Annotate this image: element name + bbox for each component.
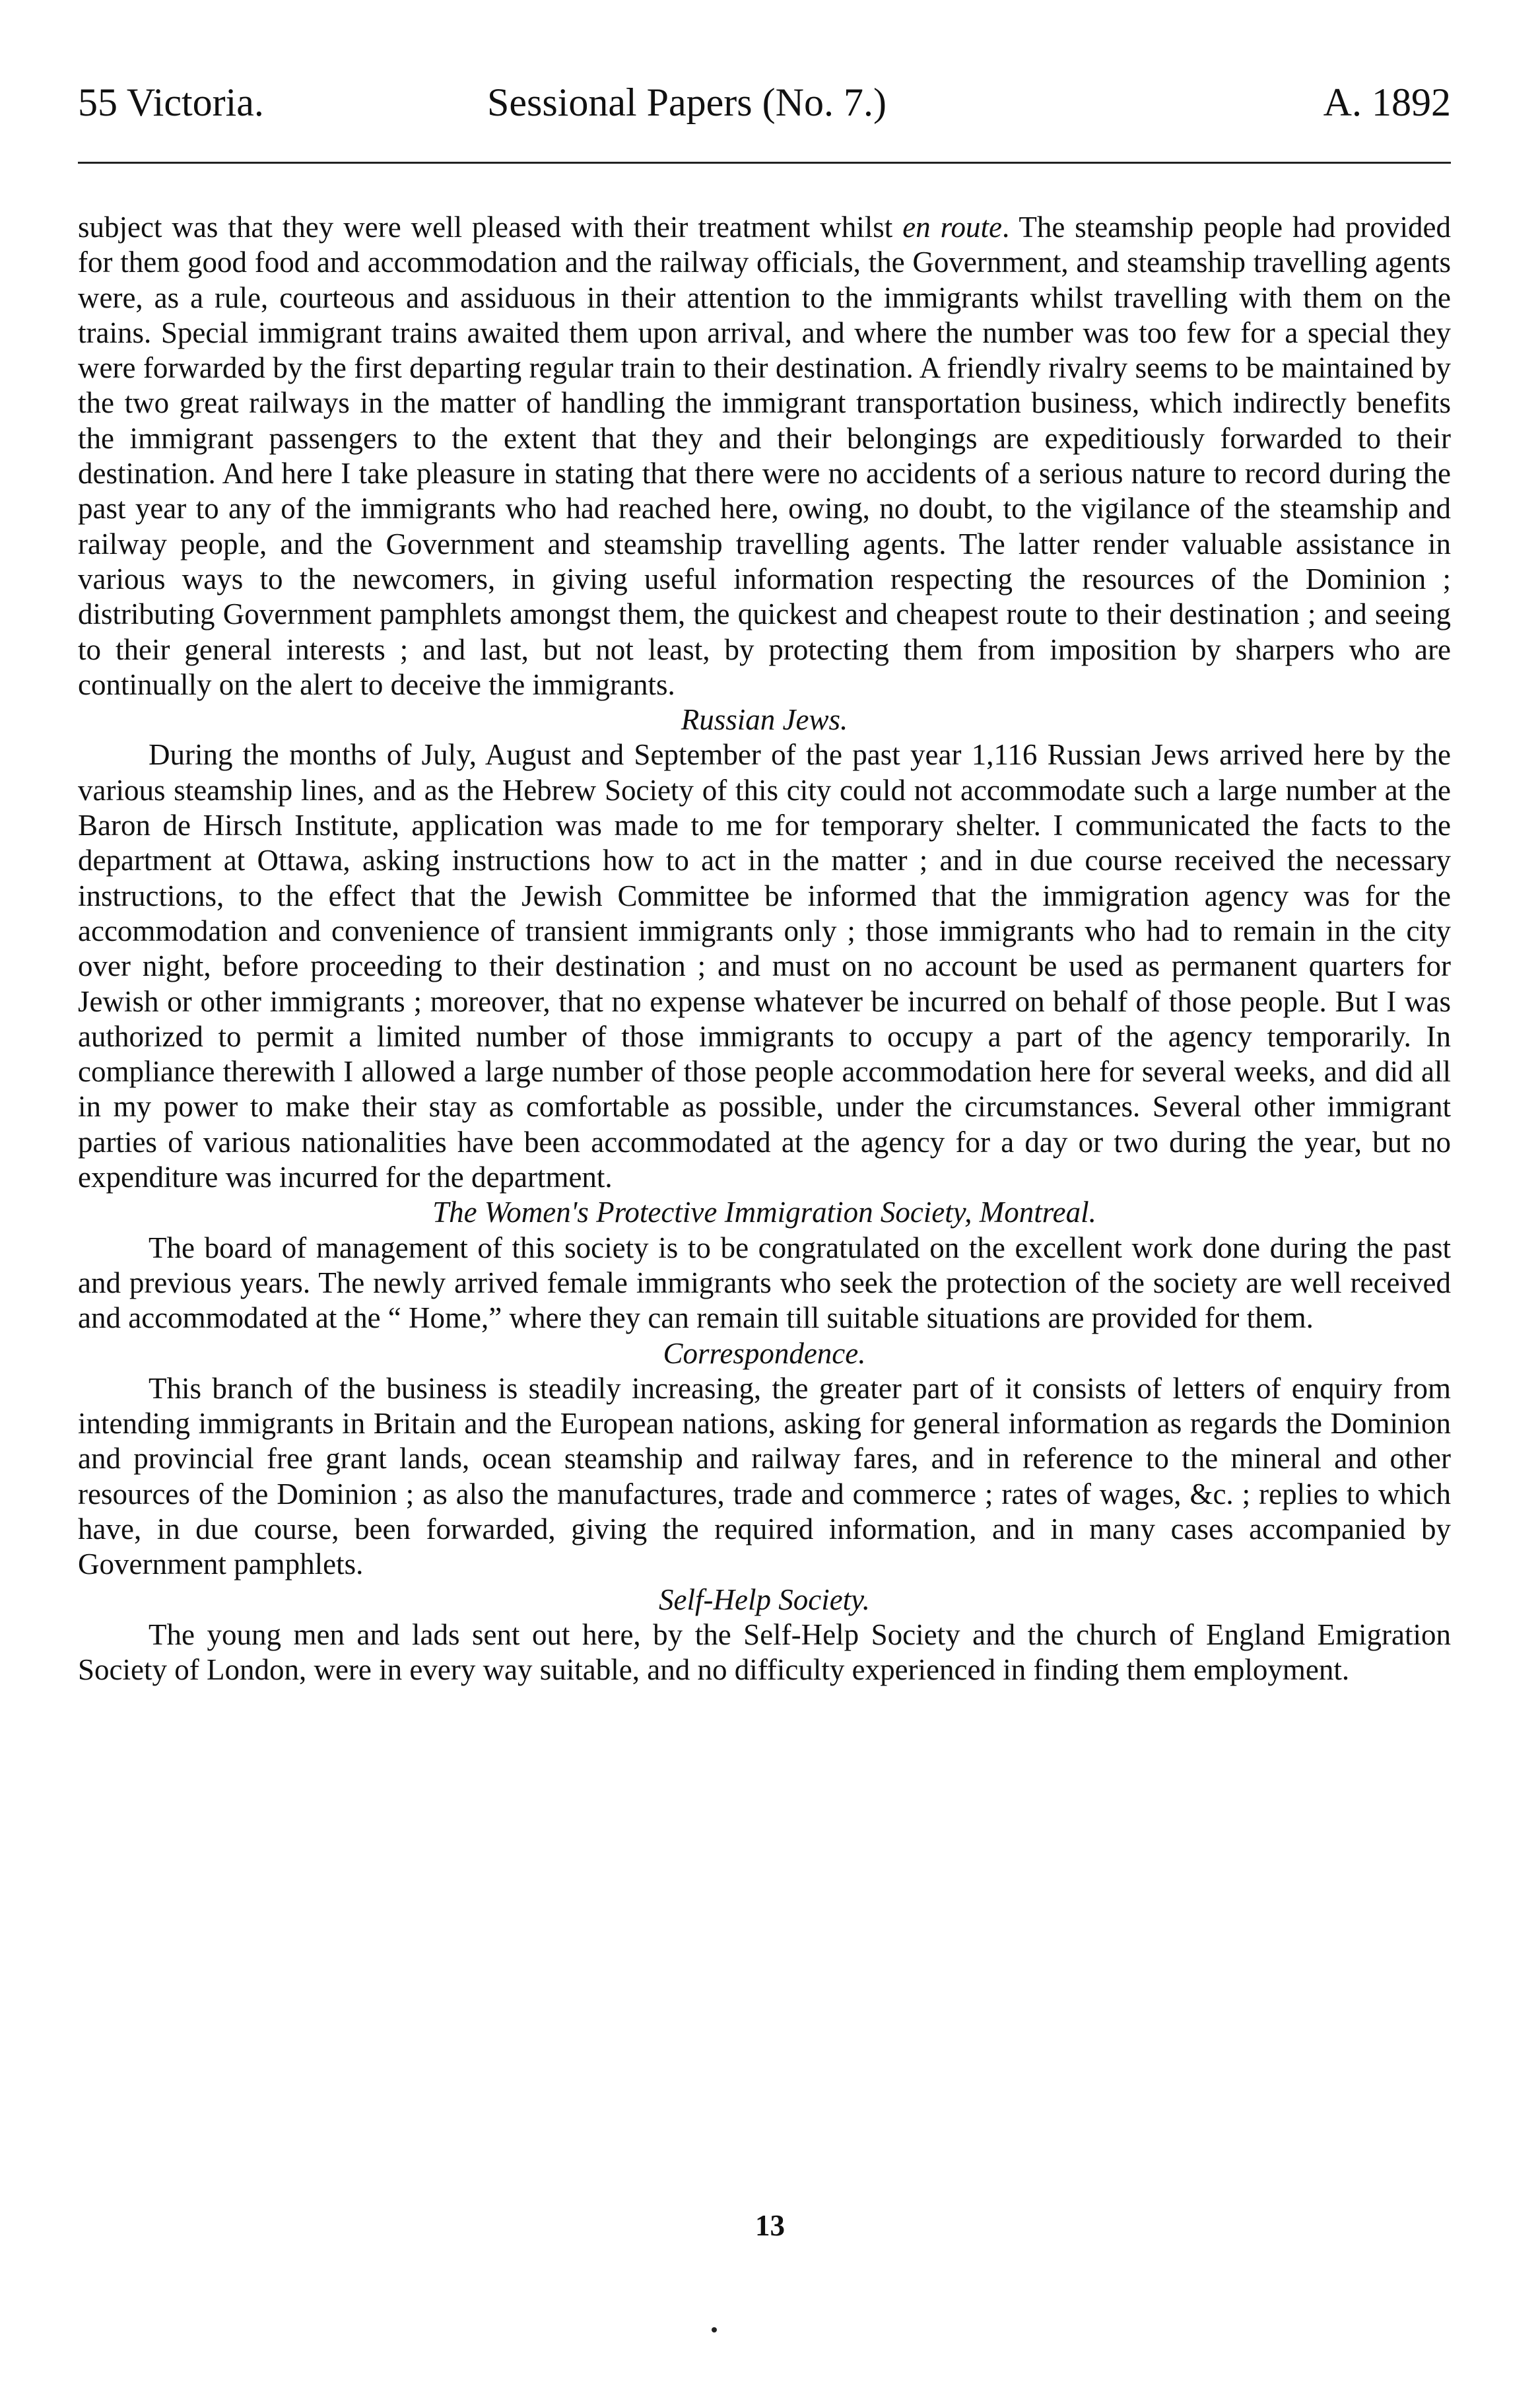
paragraph-immigrant-treatment: subject was that they were well pleased with their treatment whilst en route. The steamship people had provided for them good food and accommodation and the railway officials, the Government, and steamship travelling agents were, as a rule, courteous and assiduous in their attention to the immigrants whilst travelling with them on the trains. Special immigrant trains awaited them upon arrival, and where the number was too few for a special they were forwarded by the first departing regular train to their destination. A friendly rivalry seems to be maintained by the two great railways in the matter of handling the immigrant transportation business, which indirectly benefits the immigrant passengers to the extent that they and their belongings are expeditiously forwarded to their destination. And here I take pleasure in stating that there were no accidents of a serious nature to record during the past year to any of the immigrants who had reached here, owing, no doubt, to the vigilance of the steamship and railway people, and the Government and steamship travelling agents. The latter render valuable assistance in various ways to the newcomers, in giving useful information respecting the resources of the Dominion ; distributing Government pamphlets amongst them, the quickest and cheapest route to their destination ; and seeing to their general interests ; and last, but not least, by protecting them from imposition by sharpers who are continually on the alert to deceive the immigrants. (78, 211, 1451, 701)
paragraph-womens-society: The board of management of this society is to be congratulated on the excellent work done during the past and previous years. The newly arrived female immigrants who seek the protection of the society are well received and accommodated at the “ Home,” where they can remain till suitable situations are provided for them. (78, 1231, 1451, 1335)
print-speck (712, 2327, 717, 2332)
section-heading-womens-society: The Women's Protective Immigration Society, Montreal. (432, 1196, 1096, 1229)
section-heading-self-help: Self-Help Society. (659, 1582, 870, 1616)
section-heading-russian-jews: Russian Jews. (681, 703, 848, 737)
paragraph-russian-jews: During the months of July, August and September of the past year 1,116 Russian Jews arrived here by the various steamship lines, and as the Hebrew Society of this city could not accommodate such a large number at the Baron de Hirsch Institute, application was made to me for temporary shelter. I communicated the facts to the department at Ottawa, asking instructions how to act in the matter ; and in due course received the necessary instructions, to the effect that the Jewish Committee be informed that the immigration agency was for the accommodation and convenience of transient immigrants only ; those immigrants who had to remain in the city over night, before proceeding to their destination ; and must on no account be used as permanent quarters for Jewish or other immigrants ; moreover, that no expense whatever be incurred on behalf of those people. But I was authorized to permit a limited number of those immigrants to occupy a part of the agency temporarily. In compliance therewith I allowed a large number of those people accommodation here for several weeks, and did all in my power to make their stay as comfortable as possible, under the circumstances. Several other immigrant parties of various nationalities have been accommodated at the agency for a day or two during the year, but no expenditure was incurred for the department. (78, 738, 1451, 1194)
paragraph-correspondence: This branch of the business is steadily increasing, the greater part of it consists of letters of enquiry from intending immigrants in Britain and the European nations, asking for general information as regards the Dominion and provincial free grant lands, ocean steamship and railway fares, and in reference to the mineral and other resources of the Dominion ; as also the manufactures, trade and commerce ; rates of wages, &c. ; replies to which have, in due course, been forwarded, giving the required information, and in many cases accompanied by Government pamphlets. (78, 1371, 1451, 1581)
paragraph-self-help: The young men and lads sent out here, by the Self-Help Society and the church of England Emigration Society of London, were in every way suitable, and no difficulty experienced in finding them employment. (78, 1617, 1451, 1687)
body-text (78, 210, 1451, 1687)
header-year: A. 1892 (1323, 81, 1451, 124)
page-number: 13 (755, 2209, 785, 2242)
header-rule (78, 162, 1451, 164)
section-heading-correspondence: Correspondence. (663, 1336, 866, 1370)
header-volume: 55 Victoria. (78, 81, 264, 124)
running-header (78, 73, 1451, 132)
header-title: Sessional Papers (No. 7.) (487, 81, 887, 124)
